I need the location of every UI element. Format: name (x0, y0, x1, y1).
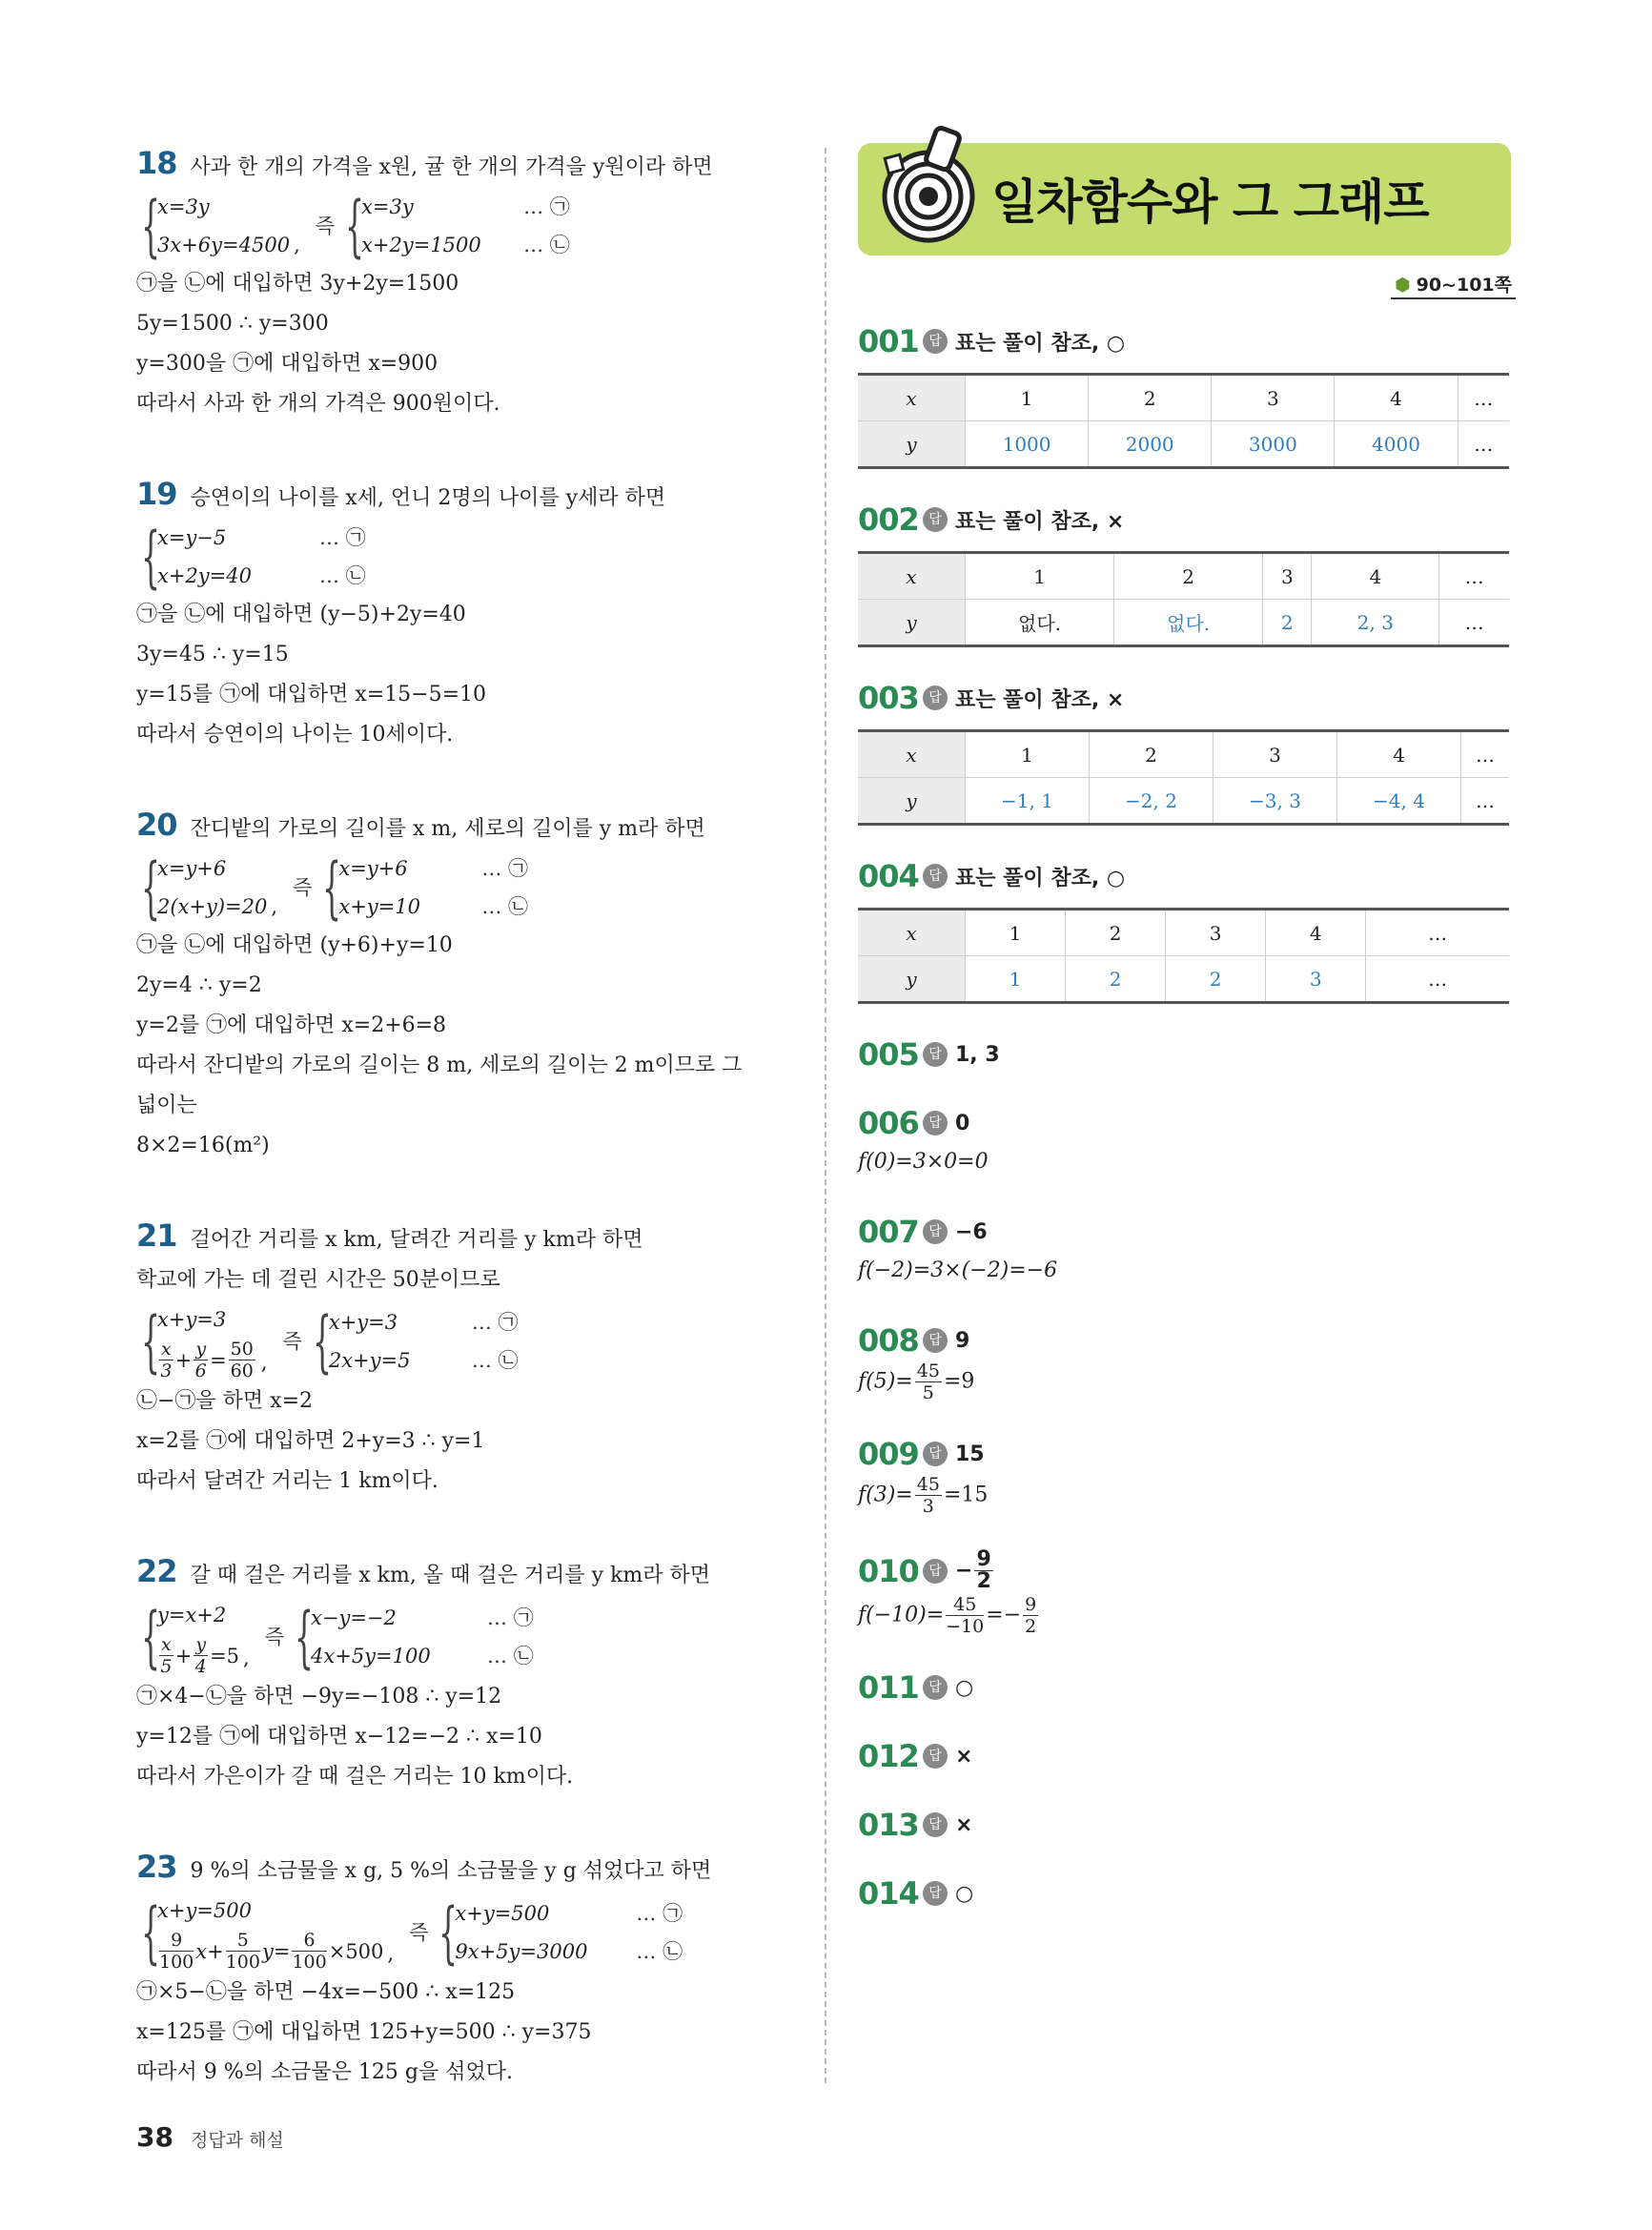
table-cell: y (858, 600, 966, 646)
problem-number: 21 (136, 1217, 177, 1254)
table-cell: y (858, 778, 966, 825)
table-cell: −3, 3 (1214, 778, 1337, 825)
table-cell: −2, 2 (1090, 778, 1214, 825)
equation-system: { x+y=3 $\frac{x}{3}$ + $\frac{y}{6}$ = $\frac{50}{60}$ , 즉 { x+y=3 … ㉠ 2x+y=5 … ㉡ (140, 1301, 519, 1381)
column-divider (825, 148, 826, 2083)
cube-icon: ⬢ (1395, 275, 1411, 296)
table-cell: … (1366, 956, 1509, 1003)
value-table (858, 729, 1509, 826)
answer-badge: 답 (923, 1881, 948, 1906)
table-cell: 4 (1335, 375, 1458, 421)
table-cell: 1 (966, 956, 1066, 1003)
answer-011: 011 답 ○ (858, 1669, 974, 1706)
table-cell: 4000 (1335, 421, 1458, 468)
table-cell: 4 (1266, 910, 1366, 956)
problem-intro: 사과 한 개의 가격을 x원, 귤 한 개의 가격을 y원이라 하면 (190, 155, 713, 179)
answer-badge: 답 (923, 1442, 948, 1466)
equation-system: { x=3y 3x+6y=4500 , 즉 { x=3y … ㉠ x+2y=1500 … ㉡ (140, 187, 570, 265)
table-cell: … (1439, 553, 1509, 600)
problem-intro: 잔디밭의 가로의 길이를 x m, 세로의 길이를 y m라 하면 (190, 817, 705, 841)
answer-008: 008 답 9 f(5)= $\frac{45}{5}$ =9 (858, 1322, 975, 1403)
table-cell: 2, 3 (1312, 600, 1439, 646)
answer-badge: 답 (923, 1328, 948, 1353)
table-cell: x (858, 553, 966, 600)
problem-intro: 갈 때 걸은 거리를 x km, 올 때 걸은 거리를 y km라 하면 (190, 1564, 710, 1587)
table-cell: … (1366, 910, 1509, 956)
table-cell: −1, 1 (966, 778, 1090, 825)
table-cell: 3000 (1212, 421, 1335, 468)
problem-intro: 걸어간 거리를 x km, 달려간 거리를 y km라 하면 (190, 1228, 643, 1252)
problem-19: 19 승연이의 나이를 x세, 언니 2명의 나이를 y세라 하면 { x=y−5 … ㉠ x+2y=40 … ㉡ ㉠을 ㉡에 대입하면 (y−5)+2y=40 3y=45 ∴ y=15 y=15를 ㉠에 대입하면 x=15−5=10 따라서 승연이의 나이는 10세이다. (136, 474, 794, 755)
problem-23: 23 9 %의 소금물을 x g, 5 %의 소금물을 y g 섞었다고 하면 { x+y=500 $\frac{9}{100}$ x+ $\frac{5}{100}$ y= $\frac{6}{100}$ ×500 , 즉 { x+y=500 … ㉠ 9x+5y=3000 … ㉡ ㉠×5−㉡을 하면 −4x=−500 ∴ x=125 x=125를 ㉠에 대입하면 125+y=500 ∴ y=375 따라서 9 %의 소금물은 125 g을 섞었다. (136, 1847, 794, 2093)
table-cell: 없다. (966, 600, 1114, 646)
table-cell: 3 (1166, 910, 1266, 956)
table-cell: 2 (1263, 600, 1312, 646)
right-column (858, 143, 1516, 1944)
problem-intro: 승연이의 나이를 x세, 언니 2명의 나이를 y세라 하면 (190, 486, 666, 510)
answer-004: 004 답 표는 풀이 참조, ○ x 1 2 3 4 … y 1 2 2 3 … (858, 858, 1516, 1004)
page-reference: ⬢ 90~101쪽 (858, 271, 1516, 297)
table-cell: 없다. (1114, 600, 1263, 646)
table-cell: … (1461, 778, 1510, 825)
page-footer (136, 2121, 284, 2153)
chapter-banner (858, 143, 1511, 256)
answer-009: 009 답 15 f(3)= $\frac{45}{3}$ =15 (858, 1436, 989, 1517)
table-cell: 1 (966, 910, 1066, 956)
problem-number: 18 (136, 145, 177, 181)
left-column (136, 143, 794, 2142)
equation-system: { y=x+2 $\frac{x}{5}$ + $\frac{y}{4}$ =5 , 즉 { x−y=−2 … ㉠ 4x+5y=100 … ㉡ (140, 1597, 534, 1677)
problem-18: 18 사과 한 개의 가격을 x원, 귤 한 개의 가격을 y원이라 하면 { x=3y 3x+6y=4500 , 즉 { x=3y … ㉠ x+2y=1500 … ㉡ ㉠을 ㉡에 대입하면 3y+2y=1500 5y=1500 ∴ y=300 y=300을 ㉠에 대입하면 x=900 따라서 사과 한 개의 가격은 900원이다. (136, 143, 794, 424)
value-table (858, 551, 1509, 647)
answer-badge: 답 (923, 1111, 948, 1135)
table-cell: … (1461, 731, 1510, 778)
table-cell: … (1458, 421, 1509, 468)
problem-number: 19 (136, 476, 177, 512)
answer-badge: 답 (923, 1219, 948, 1244)
problem-20: 20 잔디밭의 가로의 길이를 x m, 세로의 길이를 y m라 하면 { x=y+6 2(x+y)=20 , 즉 { x=y+6 … ㉠ x+y=10 … ㉡ ㉠을 ㉡에 대입하면 (y+6)+y=10 2y=4 ∴ y=2 y=2를 ㉠에 대입하면 x=2+6=8 따라서 잔디밭의 가로의 길이는 8 m, 세로의 길이는 2 m이므로 그 넓이는 8×2=16(m²) (136, 805, 794, 1166)
table-cell: 2 (1089, 375, 1212, 421)
answer-006: 006 답 0 f(0)=3×0=0 (858, 1105, 989, 1174)
answer-badge: 답 (923, 1744, 948, 1769)
table-cell: y (858, 956, 966, 1003)
table-cell: 1 (966, 553, 1114, 600)
table-cell: x (858, 731, 966, 778)
spiral-magnet-icon (871, 122, 986, 246)
page-number: 38 (136, 2121, 173, 2153)
table-cell: 1000 (966, 421, 1089, 468)
table-cell: … (1439, 600, 1509, 646)
problem-number: 22 (136, 1553, 177, 1589)
answer-badge: 답 (923, 1675, 948, 1700)
table-cell: 2 (1114, 553, 1263, 600)
table-cell: 3 (1212, 375, 1335, 421)
footer-title: 정답과 해설 (190, 2130, 284, 2151)
table-cell: 3 (1214, 731, 1337, 778)
table-cell: x (858, 375, 966, 421)
chapter-title: 일차함수와 그 그래프 (991, 174, 1429, 230)
answer-010: 010 답 − $\frac{9}{2}$ f(−10)= $\frac{45}{-10}$ =− $\frac{9}{2}$ (858, 1547, 1037, 1637)
problem-number: 23 (136, 1849, 177, 1885)
answer-007: 007 답 −6 f(−2)=3×(−2)=−6 (858, 1214, 1058, 1282)
answer-badge: 답 (923, 329, 948, 354)
table-cell: 2 (1066, 910, 1166, 956)
problem-22: 22 갈 때 걸은 거리를 x km, 올 때 걸은 거리를 y km라 하면 { y=x+2 $\frac{x}{5}$ + $\frac{y}{4}$ =5 , 즉 { x−y=−2 … ㉠ 4x+5y=100 … ㉡ ㉠×4−㉡을 하면 −9y=−108 ∴ y=12 y=12를 ㉠에 대입하면 x−12=−2 ∴ x=10 따라서 가은이가 갈 때 걸은 거리는 10 km이다. (136, 1551, 794, 1797)
table-cell: … (1458, 375, 1509, 421)
table-cell: x (858, 910, 966, 956)
equation-system: { x=y+6 2(x+y)=20 , 즉 { x=y+6 … ㉠ x+y=10 … ㉡ (140, 849, 529, 927)
answer-badge: 답 (923, 1042, 948, 1067)
answer-001: 001 답 표는 풀이 참조, ○ x 1 2 3 4 … y 1000 2000 3000 4000 … (858, 323, 1516, 469)
answer-005: 005 답 1, 3 (858, 1036, 1000, 1073)
table-cell: 1 (966, 375, 1089, 421)
table-cell: 2 (1066, 956, 1166, 1003)
answer-badge: 답 (923, 864, 948, 889)
answer-badge: 답 (923, 1559, 948, 1584)
answer-013: 013 답 × (858, 1807, 973, 1843)
table-cell: y (858, 421, 966, 468)
answer-012: 012 답 × (858, 1738, 973, 1774)
answer-014: 014 답 ○ (858, 1875, 974, 1912)
equation-system: { x=y−5 … ㉠ x+2y=40 … ㉡ (140, 518, 366, 596)
answer-badge: 답 (923, 507, 948, 532)
problem-intro: 9 %의 소금물을 x g, 5 %의 소금물을 y g 섞었다고 하면 (190, 1859, 712, 1883)
table-cell: 4 (1312, 553, 1439, 600)
table-cell: 2 (1090, 731, 1214, 778)
table-cell: 2 (1166, 956, 1266, 1003)
answer-badge: 답 (923, 1812, 948, 1837)
value-table (858, 908, 1509, 1004)
problem-21: 21 걸어간 거리를 x km, 달려간 거리를 y km라 하면 학교에 가는 데 걸린 시간은 50분이므로 { x+y=3 $\frac{x}{3}$ + $\frac{y}{6}$ = $\frac{50}{60}$ , 즉 { x+y=3 … ㉠ 2x+y=5 … ㉡ ㉡−㉠을 하면 x=2 x=2를 ㉠에 대입하면 2+y=3 ∴ y=1 따라서 달려간 거리는 1 km이다. (136, 1216, 794, 1502)
equation-system: { x+y=500 $\frac{9}{100}$ x+ $\frac{5}{100}$ y= $\frac{6}{100}$ ×500 , 즉 { x+y=500 … ㉠ 9x+5y=3000 … ㉡ (140, 1892, 683, 1973)
answer-003: 003 답 표는 풀이 참조, × x 1 2 3 4 … y −1, 1 −2, 2 −3, 3 −4, 4 … (858, 680, 1516, 826)
table-cell: 4 (1337, 731, 1461, 778)
value-table (858, 373, 1509, 469)
table-cell: 2000 (1089, 421, 1212, 468)
table-cell: 3 (1263, 553, 1312, 600)
answer-002: 002 답 표는 풀이 참조, × x 1 2 3 4 … y 없다. 없다. 2 2, 3 … (858, 501, 1516, 647)
table-cell: 3 (1266, 956, 1366, 1003)
table-cell: −4, 4 (1337, 778, 1461, 825)
answer-badge: 답 (923, 685, 948, 710)
table-cell: 1 (966, 731, 1090, 778)
problem-number: 20 (136, 807, 177, 843)
